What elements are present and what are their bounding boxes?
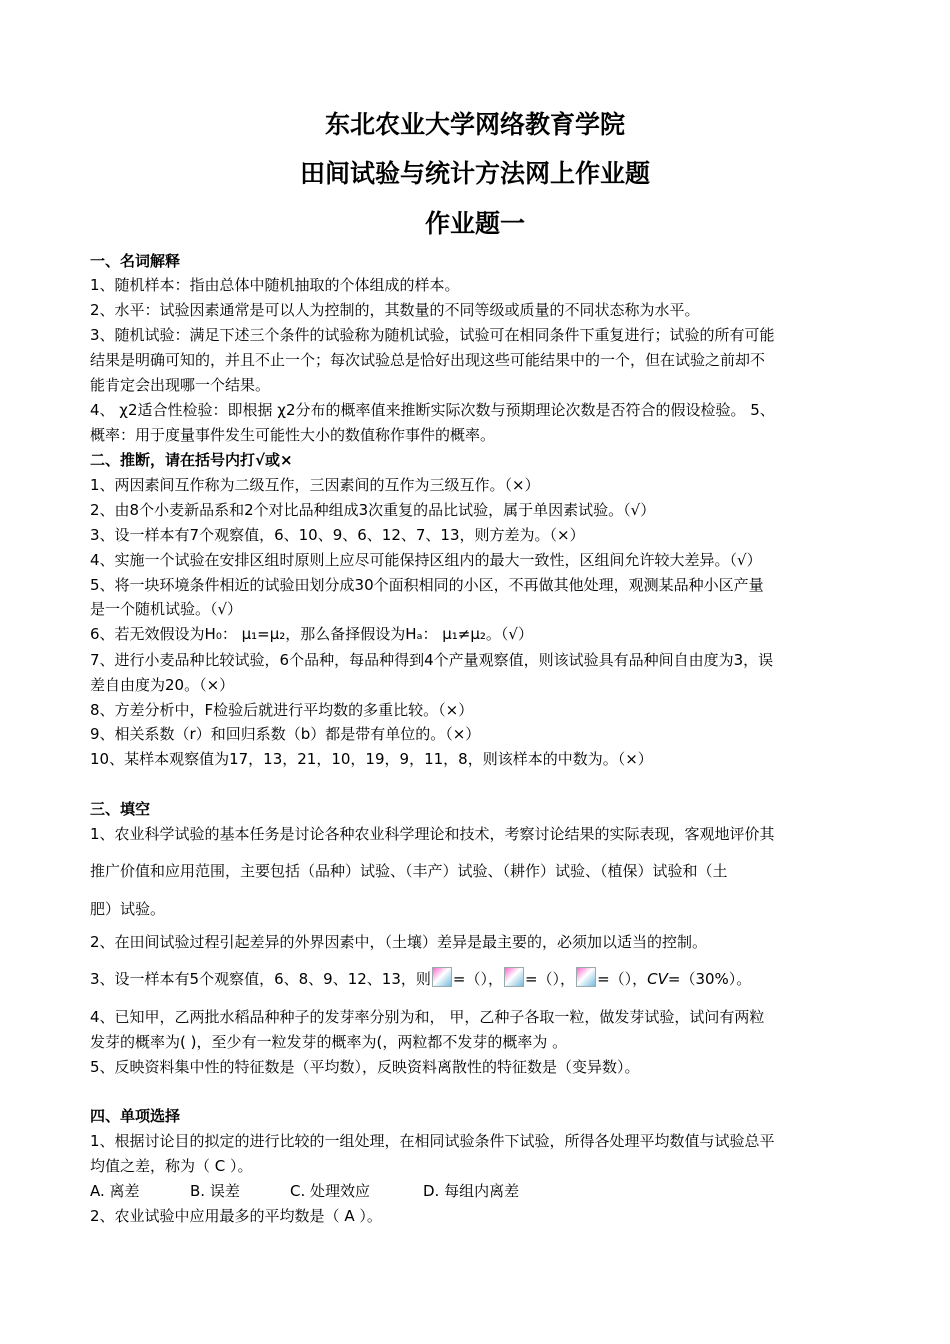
assignment-title: 作业题一: [424, 209, 525, 238]
option-a: A. 离差: [90, 1182, 140, 1200]
s1-line: 4、 χ2适合性检验：即根据 χ2分布的概率值来推断实际次数与预期理论次数是否符合的假设检验。 5、: [90, 401, 775, 419]
course-title: 田间试验与统计方法网上作业题: [299, 159, 650, 188]
s2-line: 2、由8个小麦新品系和2个对比品种组成3次重复的品比试验，属于单因素试验。（√）: [90, 501, 656, 519]
s3-line: 5、反映资料集中性的特征数是（平均数），反映资料离散性的特征数是（变异数）。: [90, 1058, 640, 1076]
s3-line: 肥）试验。: [90, 900, 166, 918]
s2-line: 9、相关系数（r）和回归系数（b）都是带有单位的。（×）: [90, 725, 481, 743]
s1-line: 结果是明确可知的，并且不止一个；每次试验总是恰好出现这些可能结果中的一个，但在试验之前却不: [90, 351, 766, 369]
option-b: B. 误差: [190, 1182, 240, 1200]
s3-line: 4、已知甲，乙两批水稻品种种子的发芽率分别为和， 甲，乙种子各取一粒，做发芽试验，试问有两粒: [90, 1008, 765, 1026]
s1-line: 2、水平：试验因素通常是可以人为控制的，其数量的不同等级或质量的不同状态称为水平。: [90, 301, 700, 319]
s1-line: 概率：用于度量事件发生可能性大小的数值称作事件的概率。: [90, 426, 496, 444]
s3-line: 推广价值和应用范围，主要包括（品种）试验、（丰产）试验、（耕作）试验、（植保）试验和（土: [90, 862, 728, 880]
s3-line: 1、农业科学试验的基本任务是讨论各种农业科学理论和技术，考察讨论结果的实际表现，客观地评价其: [90, 825, 775, 843]
s2-line: 5、将一块环境条件相近的试验田划分成30个面积相同的小区，不再做其他处理，观测某品种小区产量: [90, 576, 764, 594]
s4-line: 1、根据讨论目的拟定的进行比较的一组处理，在相同试验条件下试验，所得各处理平均数值与试验总平: [90, 1132, 775, 1150]
s1-line: 能肯定会出现哪一个结果。: [90, 376, 271, 394]
s4-line: 2、农业试验中应用最多的平均数是（ A ）。: [90, 1207, 382, 1225]
option-c: C. 处理效应: [290, 1182, 371, 1200]
s3-line: 发芽的概率为( )，至少有一粒发芽的概率为(，两粒都不发芽的概率为 。: [90, 1033, 568, 1051]
s4-options: [90, 1179, 870, 1203]
s3-formula-line: [90, 967, 870, 991]
section-4-heading: 四、单项选择: [90, 1107, 181, 1125]
cv-symbol: CV: [647, 970, 668, 988]
s3-formula-prefix: 3、设一样本有5个观察值，6、8、9、12、13，则: [90, 970, 431, 988]
formula-image-icon: [504, 967, 524, 987]
formula-image-icon: [432, 967, 452, 987]
s2-line: 差自由度为20。（×）: [90, 676, 235, 694]
s3-formula-blank: =（），: [597, 970, 648, 988]
s2-line: 3、设一样本有7个观察值，6、10、9、6、12、7、13，则方差为。（×）: [90, 526, 585, 544]
option-d: D. 每组内离差: [423, 1182, 520, 1200]
s2-line: 1、两因素间互作称为二级互作，三因素间的互作为三级互作。（×）: [90, 476, 540, 494]
s3-formula-blank: =（），: [452, 970, 503, 988]
s3-formula-answer: =（30%）。: [667, 970, 752, 988]
s2-line: 6、若无效假设为H₀： μ₁=μ₂，那么备择假设为Hₐ： μ₁≠μ₂。（√）: [90, 625, 533, 643]
section-2-heading: 二、推断，请在括号内打√或×: [90, 451, 293, 469]
section-1-heading: 一、名词解释: [90, 252, 181, 270]
s1-line: 3、随机试验：满足下述三个条件的试验称为随机试验，试验可在相同条件下重复进行；试验的所有可能: [90, 326, 775, 344]
school-title: 东北农业大学网络教育学院: [324, 110, 625, 139]
s1-line: 1、随机样本：指由总体中随机抽取的个体组成的样本。: [90, 276, 460, 294]
s2-line: 7、进行小麦品种比较试验，6个品种，每品种得到4个产量观察值，则该试验具有品种间自由度为3，误: [90, 651, 774, 669]
s2-line: 4、实施一个试验在安排区组时原则上应尽可能保持区组内的最大一致性，区组间允许较大差异。（√）: [90, 551, 762, 569]
s2-line: 是一个随机试验。（√）: [90, 600, 243, 618]
section-3-heading: 三、填空: [90, 800, 151, 818]
s2-line: 10、某样本观察值为17，13，21，10，19，9，11，8，则该样本的中数为。（×）: [90, 750, 653, 768]
s3-formula-blank: =（），: [524, 970, 576, 988]
s2-line: 8、方差分析中，F检验后就进行平均数的多重比较。（×）: [90, 701, 474, 719]
s4-line: 均值之差，称为（ C ）。: [90, 1157, 253, 1175]
s3-line: 2、在田间试验过程引起差异的外界因素中，（土壤）差异是最主要的，必须加以适当的控制。: [90, 933, 708, 951]
formula-image-icon: [576, 967, 596, 987]
